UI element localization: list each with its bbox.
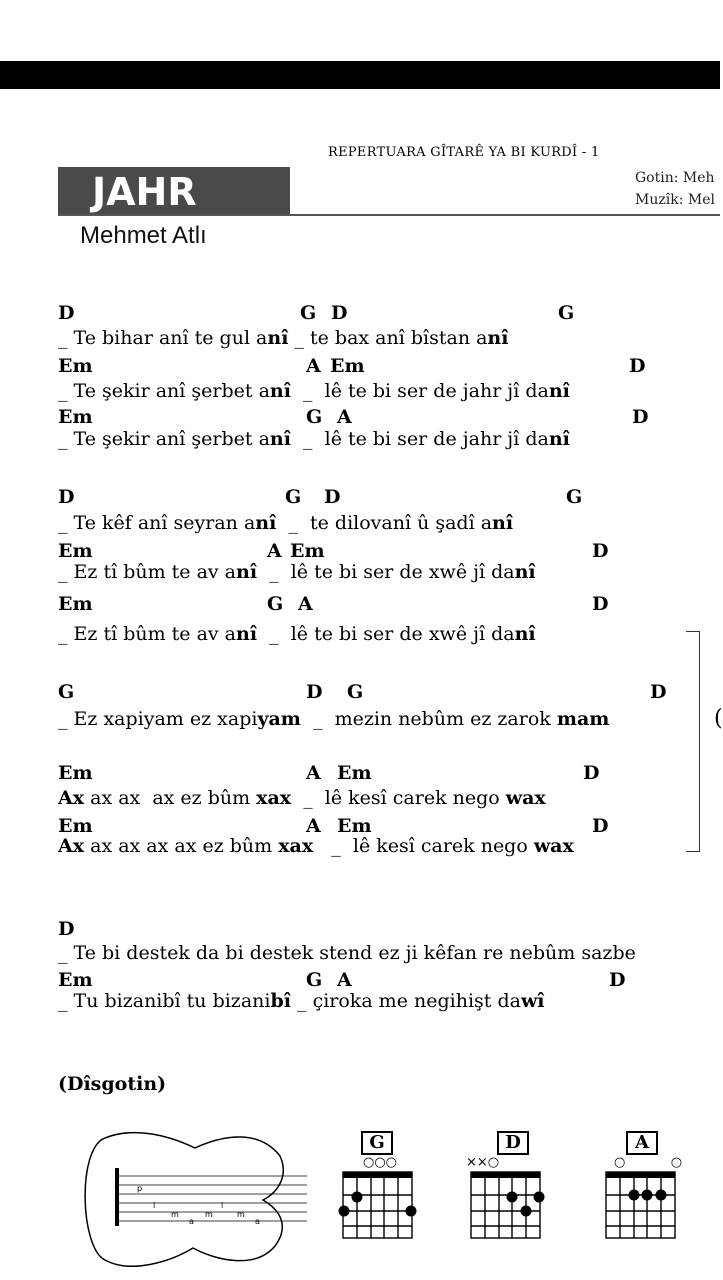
open-string-marks: ××○ [466,1155,500,1170]
chord: G [566,486,583,508]
open-string-marks: ○○○ [363,1155,398,1170]
chord: G [267,593,284,615]
lyric-line: _ Ez tî bûm te av anî _ lê te bi ser de xwê jî danî [58,561,536,583]
lyric-line: _ Te şekir anî şerbet anî _ lê te bi ser de jahr jî danî [58,428,570,450]
chord: Em [58,969,93,991]
chord: D [58,486,75,508]
section-label: (Dîsgotin) [58,1073,167,1095]
chord: Em [337,815,372,837]
chord: D [306,681,323,703]
chord: D [650,681,667,703]
lyrics-credit: Gotin: Meh [635,170,715,186]
chord: D [324,486,341,508]
chord-diagram-label-a: A [626,1131,658,1155]
chord: D [583,762,600,784]
lyric-line: _ Te bihar anî te gul anî _ te bax anî bîstan anî [58,327,509,349]
lyric-line: _ Te şekir anî şerbet anî _ lê te bi ser de jahr jî danî [58,380,570,402]
chord: D [331,302,348,324]
chord: G [347,681,364,703]
chord: G [58,681,75,703]
tab-letter: i [221,1201,224,1210]
guitar-nut [115,1168,119,1226]
tab-letter: m [205,1210,213,1219]
chord-diagram-g [340,1170,416,1242]
tab-letter: a [255,1217,260,1226]
lyric-line: Ax ax ax ax ez bûm xax _ lê kesî carek nego wax [58,787,546,809]
chord-diagram-label-d: D [497,1131,529,1155]
lyric-line: _ Te kêf anî seyran anî _ te dilovanî û şadî anî [58,512,514,534]
chord: A [306,762,321,784]
tab-letter: a [189,1217,194,1226]
chord-diagram-d [468,1170,544,1242]
chord: Em [58,355,93,377]
artist-name: Mehmet Atlı [80,222,207,249]
chord-diagram-a [603,1170,679,1242]
chord: A [306,355,321,377]
lyric-line: _ Ez tî bûm te av anî _ lê te bi ser de xwê jî danî [58,623,536,645]
chord: Em [58,593,93,615]
chord: D [58,302,75,324]
chord: Em [58,815,93,837]
guitar-body-outline [85,1133,283,1267]
chord: Em [337,762,372,784]
chord: G [300,302,317,324]
header-rule [58,214,720,216]
repeat-bracket [686,631,700,852]
lyric-line: _ Ez xapiyam ez xapiyam _ mezin nebûm ez zarok mam [58,708,610,730]
chord: G [558,302,575,324]
chord: A [298,593,313,615]
chord: D [609,969,626,991]
chord: G [306,969,323,991]
tab-letter: p [137,1184,143,1193]
chord: A [267,540,282,562]
chord: A [337,969,352,991]
tab-letter: m [237,1210,245,1219]
lyric-line: _ Tu bizanibî tu bizanibî _ çiroka me negihişt dawî [58,990,545,1012]
lyric-line: Ax ax ax ax ax ez bûm xax _ lê kesî carek nego wax [58,835,574,857]
open-string-marks: ○ ○ [614,1155,683,1170]
chord: Em [290,540,325,562]
tab-letter: m [171,1210,179,1219]
chord: D [632,406,649,428]
chord: D [592,540,609,562]
guitar-tab-illustration [75,1128,320,1270]
chord: A [337,406,352,428]
chord: A [306,815,321,837]
tab-letter: i [153,1201,156,1210]
music-credit: Muzîk: Mel [635,192,715,208]
chord: G [306,406,323,428]
chord: Em [58,540,93,562]
lyric-line: _ Te bi destek da bi destek stend ez ji kêfan re nebûm sazbe [58,942,636,964]
chord: Em [58,762,93,784]
song-title: JAHR [92,170,197,214]
chord: D [592,815,609,837]
series-title: REPERTUARA GÎTARÊ YA BI KURDÎ - 1 [328,145,600,160]
chord-diagram-label-g: G [361,1131,393,1155]
chord: D [592,593,609,615]
repeat-paren: ( [714,706,723,731]
chord: D [58,918,75,940]
chord: D [629,355,646,377]
chord: G [285,486,302,508]
chord: Em [58,406,93,428]
chord: Em [330,355,365,377]
top-black-bar [0,61,720,89]
